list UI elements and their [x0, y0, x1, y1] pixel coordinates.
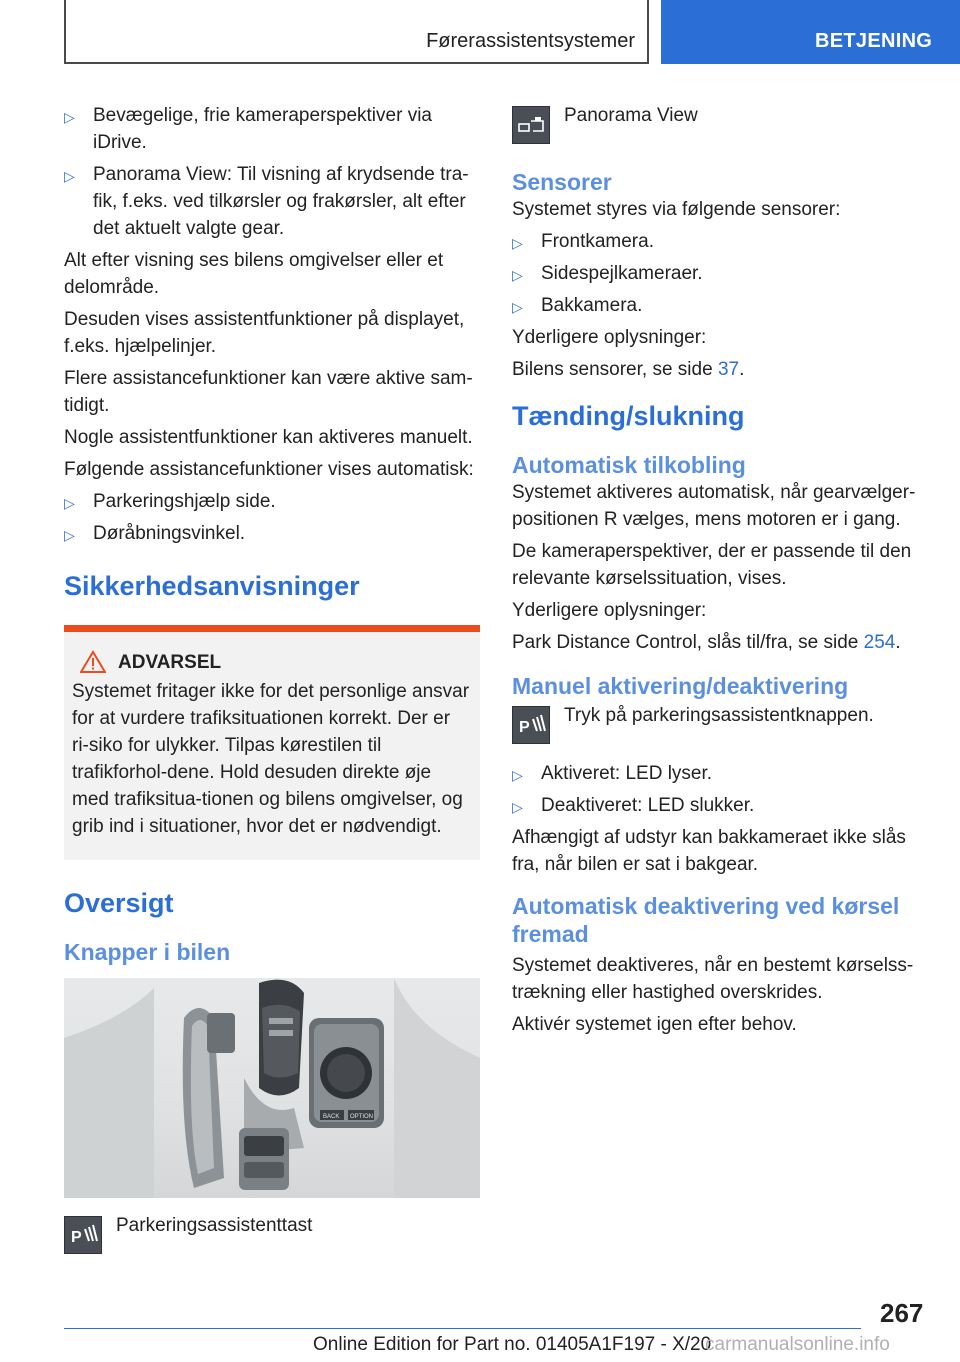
header-section-title: Førerassistentsystemer [426, 30, 635, 52]
list-item: ▷ Sidespejlkameraer. [512, 260, 928, 287]
panorama-view-icon [512, 106, 550, 144]
warning-triangle-icon [80, 650, 106, 674]
page-link[interactable]: 37 [717, 359, 740, 380]
warning-title: ADVARSEL [118, 652, 222, 673]
paragraph: Systemet aktiveres automatisk, når gearvælger‐positionen R vælges, mens motoren er i gang. [512, 482, 916, 530]
page-link[interactable]: 254 [863, 632, 896, 653]
paragraph: Yderligere oplysninger: [512, 327, 707, 348]
safety-heading: Sikkerhedsanvisninger [64, 571, 360, 601]
paragraph: Flere assistancefunktioner kan være aktive sam‐tidigt. [64, 368, 473, 416]
sensors-heading: Sensorer [512, 169, 612, 195]
footer-edition: Online Edition for Part no. 01405A1F197 - X/20 [313, 1334, 712, 1355]
overview-heading: Oversigt [64, 888, 174, 918]
paragraph: Aktivér systemet igen efter behov. [512, 1014, 797, 1035]
back-button-label: BACK [323, 1114, 340, 1120]
manual-button-row [512, 702, 928, 754]
header-section-box [64, 0, 649, 64]
bullet-triangle-icon: ▷ [512, 767, 523, 783]
park-assist-icon [512, 706, 550, 744]
panorama-view-label: Panorama View [564, 105, 698, 126]
paragraph: Nogle assistentfunktioner kan aktiveres manuelt. [64, 427, 473, 448]
auto-off-heading: Automatisk deaktivering ved kørsel fremad [512, 893, 900, 947]
left-column [64, 102, 480, 1258]
paragraph: De kameraperspektiver, der er passende til den relevante kørselssituation, vises. [512, 541, 912, 589]
warning-text: Systemet fritager ikke for det personlige ansvar for at vurdere trafiksituationen korrekt. Der er ri‐siko for ulykker. Tilpas kørestilen til trafikforhol‐dene. Hold desuden direkte øje med trafiksitua‐tionen og bilens omgivelser, og grib ind i situationer, hvor det er nødvendigt. [72, 681, 470, 837]
svg-text:P: P [71, 1229, 82, 1246]
park-assist-icon [64, 1216, 102, 1254]
bullet-triangle-icon: ▷ [64, 168, 75, 184]
list-item: ▷ Deaktiveret: LED slukker. [512, 792, 928, 819]
buttons-heading: Knapper i bilen [64, 939, 231, 965]
bullet-triangle-icon: ▷ [64, 109, 75, 125]
paragraph: Alt efter visning ses bilens omgivelser eller et delområde. [64, 250, 444, 298]
list-item: ▷ Panorama View: Til visning af krydsende tra‐fik, f.eks. ved tilkørsler og frakørsler, alt efter det aktuelt valgte gear. [64, 164, 469, 239]
park-assist-button-row [64, 1212, 480, 1258]
paragraph: Følgende assistancefunktioner vises automatisk: [64, 459, 474, 480]
bullet-triangle-icon: ▷ [64, 527, 75, 543]
manual-heading: Manuel aktivering/deaktivering [512, 673, 849, 699]
warning-header [72, 648, 472, 678]
list-item: ▷ Parkeringshjælp side. [64, 488, 480, 515]
manual-text: Tryk på parkeringsassistentknappen. [564, 705, 874, 726]
paragraph: Systemet styres via følgende sensorer: [512, 199, 841, 220]
panorama-view-row [512, 102, 928, 148]
park-assist-label: Parkeringsassistenttast [116, 1215, 313, 1236]
bullet-triangle-icon: ▷ [512, 235, 523, 251]
pdc-reference: Park Distance Control, slås til/fra, se side 254. [512, 632, 901, 653]
header-chapter-tab[interactable] [661, 0, 960, 64]
bullet-triangle-icon: ▷ [512, 299, 523, 315]
list-item: ▷ Frontkamera. [512, 228, 928, 255]
sensor-reference: Bilens sensorer, se side 37. [512, 359, 745, 380]
paragraph: Yderligere oplysninger: [512, 600, 707, 621]
auto-on-heading: Automatisk tilkobling [512, 452, 746, 478]
option-button-label: OPTION [350, 1114, 374, 1120]
bullet-triangle-icon: ▷ [64, 495, 75, 511]
list-item: ▷ Døråbningsvinkel. [64, 520, 480, 547]
footer-divider [64, 1328, 861, 1329]
center-console-photo [64, 978, 480, 1198]
list-item: ▷ Bakkamera. [512, 292, 928, 319]
paragraph: Afhængigt af udstyr kan bakkameraet ikke slås fra, når bilen er sat i bakgear. [512, 827, 906, 875]
watermark: carmanualsonline.info [705, 1334, 890, 1355]
page-number: 267 [880, 1298, 924, 1328]
paragraph: Systemet deaktiveres, når en bestemt kørselss‐trækning eller hastighed overskrides. [512, 955, 914, 1003]
list-item: ▷ Aktiveret: LED lyser. [512, 760, 928, 787]
svg-text:P: P [519, 719, 530, 736]
ignition-heading: Tænding/slukning [512, 401, 745, 431]
right-column [512, 102, 928, 1043]
header-chapter-title: BETJENING [815, 30, 933, 52]
bullet-triangle-icon: ▷ [512, 799, 523, 815]
console-illustration [64, 978, 480, 1198]
warning-box [64, 625, 480, 860]
paragraph: Desuden vises assistentfunktioner på displayet, f.eks. hjælpelinjer. [64, 309, 465, 357]
bullet-triangle-icon: ▷ [512, 267, 523, 283]
list-item: ▷ Bevægelige, frie kameraperspektiver via iDrive. [64, 105, 432, 153]
